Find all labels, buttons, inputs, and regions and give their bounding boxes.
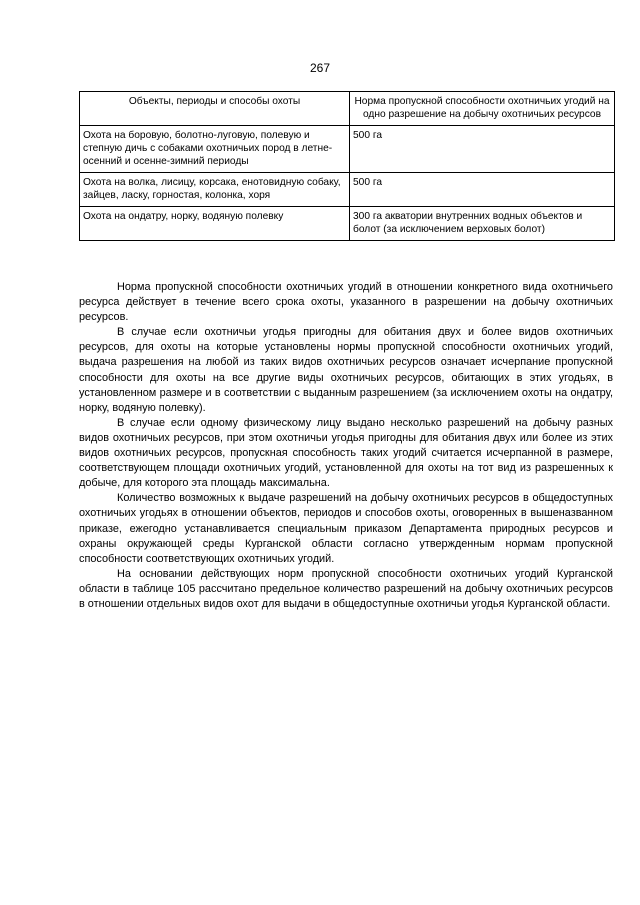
paragraph: Норма пропускной способности охотничьих угодий в отношении конкретного вида охотничьего ресурса действует в течение всего срока охоты, указанного в разрешении на добычу охотничьих ресурсов. [79, 281, 613, 324]
row-object: Охота на ондатру, норку, водяную полевку [80, 207, 350, 241]
page-number: 267 [309, 61, 331, 75]
paragraph: В случае если охотничьи угодья пригодны для обитания двух и более видов охотничьих ресурсов, для охоты на которые установлены нормы пропускной способности охотничьих угодий, выдача разрешения на любой из таких видов охотничьих ресурсов означает исчерпание пропускной способности для охоты на все другие виды охотничьих ресурсов, обитающих в этих угодьях, в установленном размере и в соответствии с выданным разрешением (за исключением охоты на ондатру, норку, водяную полевку). [79, 326, 613, 414]
row-object: Охота на боровую, болотно-луговую, полевую и степную дичь с собаками охотничьих пород в летне-осенний и осенне-зимний периоды [80, 126, 350, 173]
paragraph: Количество возможных к выдаче разрешений на добычу охотничьих ресурсов в общедоступных охотничьих угодьях в отношении объектов, периодов и способов охоты, оговоренных в вышеназванном приказе, ежегодно устанавливается специальным приказом Департамента природных ресурсов и охраны окружающей среды Курганской области согласно утвержденным нормам пропускной способности соответствующих охотничьих угодий. [79, 492, 613, 565]
header-norm: Норма пропускной способности охотничьих угодий на одно разрешение на добычу охотничьих ресурсов [350, 92, 615, 126]
body-text [79, 280, 613, 612]
table-row [80, 126, 615, 173]
table-row [80, 173, 615, 207]
table-row [80, 207, 615, 241]
paragraph: В случае если одному физическому лицу выдано несколько разрешений на добычу разных видов охотничьих ресурсов, при этом охотничьи угодья пригодны для обитания двух или более из этих видов охотничьих ресурсов, пропускная способность таких угодий считается исчерпанной в размере, соответствующем площади охотничьих угодий, установленной для охоты на тот вид из разрешенных к добыче, для которого эта площадь максимальна. [79, 416, 613, 490]
row-object: Охота на волка, лисицу, корсака, енотовидную собаку, зайцев, ласку, горностая, колонка, хоря [80, 173, 350, 207]
row-norm: 300 га акватории внутренних водных объектов и болот (за исключением верховых болот) [350, 207, 615, 241]
row-norm: 500 га [350, 126, 615, 173]
header-objects: Объекты, периоды и способы охоты [80, 92, 350, 126]
paragraph: На основании действующих норм пропускной способности охотничьих угодий Курганской области в таблице 105 рассчитано предельное количество разрешений на добычу охотничьих ресурсов в отношении отдельных видов охот для выдачи в общедоступные охотничьи угодья Курганской области. [79, 567, 613, 610]
table-header-row [80, 92, 615, 126]
hunting-norms-table [79, 91, 615, 241]
row-norm: 500 га [350, 173, 615, 207]
